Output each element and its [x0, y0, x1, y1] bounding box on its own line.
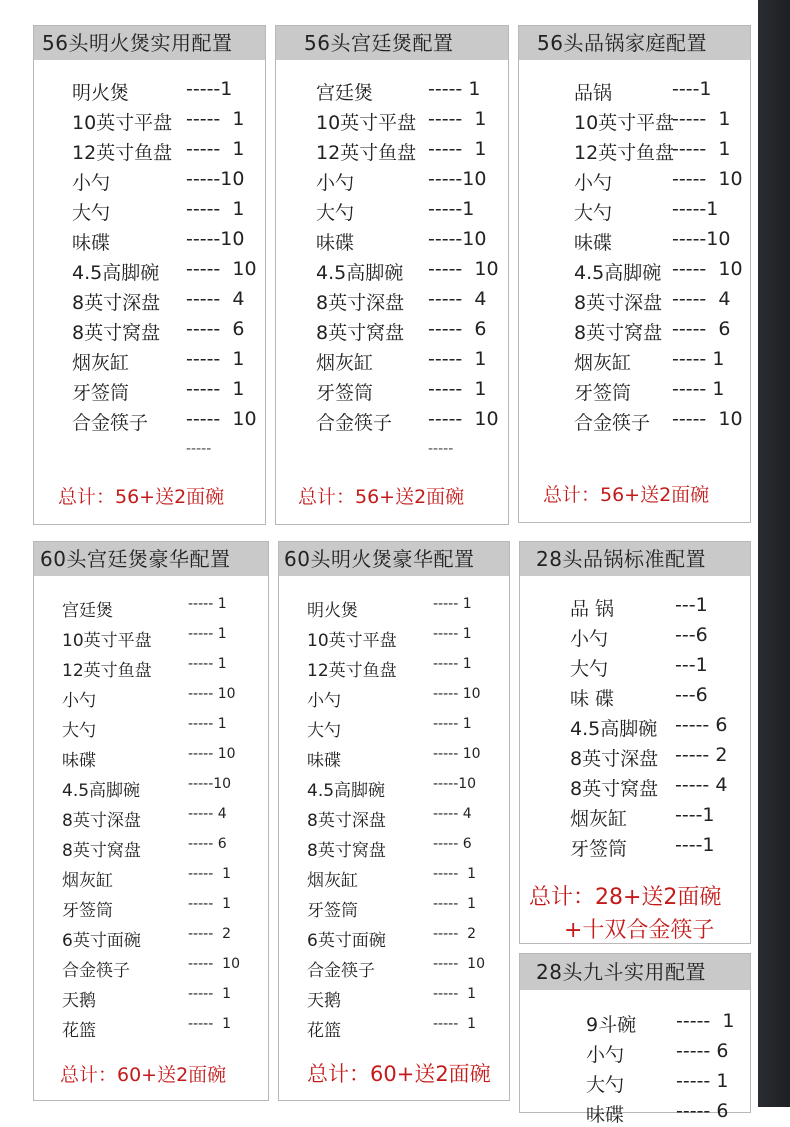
item-quantity: ----- 1	[676, 1010, 735, 1032]
item-row	[62, 716, 268, 740]
item-quantity: ----- 1	[433, 866, 477, 882]
item-name: 8英寸窝盘	[62, 841, 141, 861]
item-row	[72, 228, 265, 252]
item-quantity: -----10	[433, 776, 477, 792]
item-name: 牙签筒	[62, 901, 113, 921]
item-row	[72, 408, 265, 432]
item-row	[574, 228, 750, 252]
card-title: 56头明火煲实用配置	[34, 26, 265, 60]
item-quantity: ----- 1	[188, 1016, 232, 1032]
item-quantity: ----- 6	[433, 836, 472, 852]
item-row	[574, 78, 750, 102]
item-name: 大勺	[316, 202, 355, 224]
item-name: 8英寸深盘	[72, 292, 161, 314]
item-row	[574, 408, 750, 432]
trailing-dash: -----	[428, 441, 454, 457]
config-card-56-gongting	[275, 25, 509, 525]
item-row	[316, 138, 508, 162]
item-row	[570, 744, 750, 768]
dark-side-strip	[758, 0, 790, 1107]
item-quantity: ----- 1	[188, 656, 227, 672]
item-row	[72, 378, 265, 402]
item-name: 牙签筒	[316, 382, 374, 404]
item-row	[574, 138, 750, 162]
item-name: 8英寸窝盘	[574, 322, 663, 344]
item-row	[62, 896, 268, 920]
item-name: 小勺	[72, 172, 111, 194]
item-row	[307, 656, 509, 680]
trailing-dash: -----	[186, 441, 212, 457]
item-quantity: -----10	[188, 776, 232, 792]
item-quantity: ----- 1	[428, 348, 487, 370]
item-quantity: ----- 10	[433, 956, 485, 972]
item-row	[316, 318, 508, 342]
item-name: 8英寸深盘	[62, 811, 141, 831]
item-name: 花篮	[307, 1021, 341, 1041]
item-name: 大勺	[574, 202, 613, 224]
item-quantity: ----- 6	[676, 1040, 729, 1062]
item-quantity: ---1	[675, 654, 708, 676]
item-row	[307, 866, 509, 890]
item-row	[574, 378, 750, 402]
item-quantity: ----- 1	[672, 348, 725, 370]
item-name: 宫廷煲	[316, 82, 374, 104]
item-quantity: ----- 1	[433, 986, 477, 1002]
item-row	[62, 836, 268, 860]
item-row	[570, 624, 750, 648]
item-name: 烟灰缸	[62, 871, 113, 891]
item-row	[307, 596, 509, 620]
item-row	[574, 318, 750, 342]
item-row	[316, 378, 508, 402]
item-quantity: ----- 4	[428, 288, 487, 310]
item-quantity: ----- 1	[428, 78, 481, 100]
card-title: 28头品锅标准配置	[520, 542, 750, 576]
item-row	[586, 1100, 750, 1124]
item-quantity: ----- 10	[672, 168, 743, 190]
item-name: 品锅	[574, 82, 613, 104]
item-quantity: ----- 4	[672, 288, 731, 310]
item-row	[316, 348, 508, 372]
item-quantity: ----- 1	[186, 108, 245, 130]
item-quantity: ----- 6	[676, 1100, 729, 1122]
item-name: 12英寸鱼盘	[307, 661, 397, 681]
item-row	[307, 776, 509, 800]
item-row	[574, 288, 750, 312]
item-name: 烟灰缸	[72, 352, 130, 374]
item-name: 味碟	[62, 751, 96, 771]
item-quantity: ----- 1	[672, 378, 725, 400]
item-quantity: ----- 10	[186, 258, 257, 280]
item-name: 大勺	[586, 1074, 625, 1096]
item-name: 小勺	[574, 172, 613, 194]
item-row	[62, 866, 268, 890]
item-row	[307, 1016, 509, 1040]
item-name: 小勺	[316, 172, 355, 194]
config-card-56-pinguo	[518, 25, 751, 523]
item-quantity: ----- 10	[672, 408, 743, 430]
item-quantity: ----- 1	[188, 596, 227, 612]
item-name: 4.5高脚碗	[62, 781, 141, 801]
item-name: 合金筷子	[316, 412, 393, 434]
item-quantity: ----- 1	[186, 138, 245, 160]
item-name: 明火煲	[307, 601, 358, 621]
item-quantity: ----- 1	[433, 1016, 477, 1032]
item-name: 8英寸深盘	[570, 748, 659, 770]
config-card-56-mingho	[33, 25, 266, 525]
item-name: 10英寸平盘	[307, 631, 397, 651]
item-name: 明火煲	[72, 82, 130, 104]
item-row	[72, 78, 265, 102]
item-name: 大勺	[307, 721, 341, 741]
item-quantity: ---6	[675, 684, 708, 706]
item-quantity: ----- 4	[675, 774, 728, 796]
item-name: 味碟	[316, 232, 355, 254]
item-quantity: ----- 10	[428, 258, 499, 280]
item-row	[62, 926, 268, 950]
item-quantity: ----- 4	[188, 806, 227, 822]
item-row	[307, 626, 509, 650]
item-quantity: ----- 6	[186, 318, 245, 340]
item-row	[72, 348, 265, 372]
item-row	[316, 258, 508, 282]
item-row	[62, 626, 268, 650]
item-quantity: -----1	[186, 78, 233, 100]
item-quantity: ----- 2	[188, 926, 232, 942]
item-quantity: ----1	[675, 834, 715, 856]
item-row	[62, 776, 268, 800]
item-quantity: ----- 4	[186, 288, 245, 310]
item-quantity: ----- 1	[186, 348, 245, 370]
item-name: 10英寸平盘	[574, 112, 675, 134]
item-row	[574, 108, 750, 132]
item-name: 小勺	[570, 628, 609, 650]
item-row	[307, 686, 509, 710]
item-row	[72, 318, 265, 342]
item-name: 12英寸鱼盘	[62, 661, 152, 681]
item-name: 10英寸平盘	[72, 112, 173, 134]
item-row	[574, 348, 750, 372]
item-name: 4.5高脚碗	[570, 718, 658, 740]
item-name: 牙签筒	[570, 838, 628, 860]
item-quantity: ----- 10	[188, 956, 240, 972]
item-name: 合金筷子	[62, 961, 130, 981]
item-quantity: ----- 1	[676, 1070, 729, 1092]
item-row	[586, 1040, 750, 1064]
item-quantity: ----- 1	[428, 138, 487, 160]
item-quantity: -----10	[428, 168, 487, 190]
total-text: 总计：56+送2面碗	[543, 484, 710, 506]
item-row	[570, 594, 750, 618]
item-quantity: ----- 10	[433, 746, 481, 762]
item-quantity: -----10	[672, 228, 731, 250]
item-quantity: ----1	[675, 804, 715, 826]
item-row	[72, 288, 265, 312]
item-name: 宫廷煲	[62, 601, 113, 621]
item-quantity: ----- 1	[672, 108, 731, 130]
item-quantity: -----10	[186, 228, 245, 250]
item-row	[62, 986, 268, 1010]
item-quantity: ----- 10	[186, 408, 257, 430]
item-name: 味 碟	[570, 688, 615, 710]
card-title: 28头九斗实用配置	[520, 954, 750, 990]
item-name: 6英寸面碗	[62, 931, 141, 951]
item-row	[586, 1010, 750, 1034]
item-name: 牙签筒	[574, 382, 632, 404]
item-quantity: ----- 10	[188, 746, 236, 762]
item-row	[570, 714, 750, 738]
item-row	[307, 746, 509, 770]
item-name: 4.5高脚碗	[72, 262, 160, 284]
item-name: 4.5高脚碗	[574, 262, 662, 284]
config-card-28-pinguo	[519, 541, 751, 944]
item-quantity: ----- 1	[186, 378, 245, 400]
card-title: 56头宫廷煲配置	[276, 26, 508, 60]
item-row	[62, 746, 268, 770]
total-text: 总计：28+送2面碗	[529, 885, 722, 910]
item-name: 天鹅	[62, 991, 96, 1011]
item-name: 12英寸鱼盘	[574, 142, 675, 164]
item-name: 牙签筒	[72, 382, 130, 404]
item-quantity: ----- 10	[433, 686, 481, 702]
item-quantity: ----- 1	[428, 378, 487, 400]
item-row	[570, 774, 750, 798]
item-name: 牙签筒	[307, 901, 358, 921]
item-row	[316, 168, 508, 192]
item-quantity: ----- 6	[428, 318, 487, 340]
item-name: 12英寸鱼盘	[72, 142, 173, 164]
item-row	[62, 1016, 268, 1040]
total-text: 总计：60+送2面碗	[307, 1062, 491, 1086]
item-quantity: ----- 10	[428, 408, 499, 430]
item-name: 小勺	[586, 1044, 625, 1066]
item-name: 味碟	[586, 1104, 625, 1126]
item-row	[307, 986, 509, 1010]
item-row	[62, 596, 268, 620]
item-quantity: ----- 1	[188, 986, 232, 1002]
item-row	[316, 288, 508, 312]
card-title: 56头品锅家庭配置	[519, 26, 750, 60]
item-quantity: -----10	[428, 228, 487, 250]
item-name: 小勺	[307, 691, 341, 711]
item-quantity: ---1	[675, 594, 708, 616]
item-row	[62, 656, 268, 680]
item-quantity: ----- 6	[188, 836, 227, 852]
item-name: 合金筷子	[307, 961, 375, 981]
item-name: 小勺	[62, 691, 96, 711]
item-row	[72, 108, 265, 132]
item-name: 8英寸窝盘	[72, 322, 161, 344]
item-name: 烟灰缸	[570, 808, 628, 830]
item-row	[307, 926, 509, 950]
item-quantity: ----- 1	[433, 596, 472, 612]
item-quantity: ----- 1	[672, 138, 731, 160]
item-row	[574, 198, 750, 222]
item-row	[72, 258, 265, 282]
item-row	[316, 408, 508, 432]
item-quantity: ----- 6	[672, 318, 731, 340]
item-name: 大勺	[72, 202, 111, 224]
card-title: 60头明火煲豪华配置	[279, 542, 509, 576]
item-quantity: ----- 2	[433, 926, 477, 942]
item-name: 合金筷子	[72, 412, 149, 434]
config-card-60-mingho	[278, 541, 510, 1101]
item-name: 大勺	[570, 658, 609, 680]
item-name: 味碟	[72, 232, 111, 254]
total-text-line2: +十双合金筷子	[564, 918, 715, 943]
total-text: 总计：56+送2面碗	[298, 486, 465, 508]
item-quantity: -----10	[186, 168, 245, 190]
item-row	[574, 168, 750, 192]
item-name: 4.5高脚碗	[316, 262, 404, 284]
item-name: 12英寸鱼盘	[316, 142, 417, 164]
card-title: 60头宫廷煲豪华配置	[34, 542, 268, 576]
item-quantity: ----- 1	[433, 716, 472, 732]
item-quantity: -----1	[428, 198, 475, 220]
item-name: 8英寸窝盘	[570, 778, 659, 800]
item-name: 花篮	[62, 1021, 96, 1041]
item-name: 8英寸深盘	[316, 292, 405, 314]
item-row	[570, 684, 750, 708]
item-row	[570, 654, 750, 678]
item-quantity: ----1	[672, 78, 712, 100]
item-name: 烟灰缸	[316, 352, 374, 374]
item-name: 8英寸窝盘	[307, 841, 386, 861]
item-row	[307, 716, 509, 740]
item-name: 4.5高脚碗	[307, 781, 386, 801]
item-row	[62, 686, 268, 710]
item-name: 10英寸平盘	[316, 112, 417, 134]
config-card-28-jiudou	[519, 953, 751, 1126]
config-card-60-gongting	[33, 541, 269, 1101]
item-quantity: -----1	[672, 198, 719, 220]
item-name: 烟灰缸	[307, 871, 358, 891]
item-row	[316, 78, 508, 102]
item-quantity: ----- 6	[675, 714, 728, 736]
item-quantity: ----- 1	[433, 626, 472, 642]
item-name: 品 锅	[570, 598, 615, 620]
item-row	[62, 806, 268, 830]
item-name: 味碟	[574, 232, 613, 254]
item-name: 6英寸面碗	[307, 931, 386, 951]
item-quantity: ----- 4	[433, 806, 472, 822]
item-name: 8英寸窝盘	[316, 322, 405, 344]
item-row	[307, 806, 509, 830]
item-row	[307, 896, 509, 920]
item-row	[316, 198, 508, 222]
total-text: 总计：60+送2面碗	[60, 1064, 227, 1086]
item-row	[72, 138, 265, 162]
item-name: 10英寸平盘	[62, 631, 152, 651]
item-row	[307, 836, 509, 860]
total-text: 总计：56+送2面碗	[58, 486, 225, 508]
item-row	[316, 228, 508, 252]
item-name: 9斗碗	[586, 1014, 637, 1036]
item-row	[62, 956, 268, 980]
item-quantity: ----- 10	[672, 258, 743, 280]
item-row	[72, 198, 265, 222]
item-row	[316, 108, 508, 132]
item-quantity: ----- 1	[428, 108, 487, 130]
item-quantity: ----- 2	[675, 744, 728, 766]
item-quantity: ----- 1	[188, 896, 232, 912]
item-name: 8英寸深盘	[307, 811, 386, 831]
item-quantity: ----- 10	[188, 686, 236, 702]
item-name: 大勺	[62, 721, 96, 741]
item-quantity: ----- 1	[186, 198, 245, 220]
item-quantity: ----- 1	[188, 866, 232, 882]
item-row	[570, 804, 750, 828]
item-row	[574, 258, 750, 282]
item-name: 烟灰缸	[574, 352, 632, 374]
item-name: 味碟	[307, 751, 341, 771]
item-quantity: ----- 1	[433, 656, 472, 672]
item-name: 合金筷子	[574, 412, 651, 434]
item-row	[586, 1070, 750, 1094]
item-quantity: ---6	[675, 624, 708, 646]
item-quantity: ----- 1	[433, 896, 477, 912]
item-row	[570, 834, 750, 858]
item-name: 天鹅	[307, 991, 341, 1011]
item-quantity: ----- 1	[188, 716, 227, 732]
item-row	[72, 168, 265, 192]
item-name: 8英寸深盘	[574, 292, 663, 314]
item-row	[307, 956, 509, 980]
item-quantity: ----- 1	[188, 626, 227, 642]
